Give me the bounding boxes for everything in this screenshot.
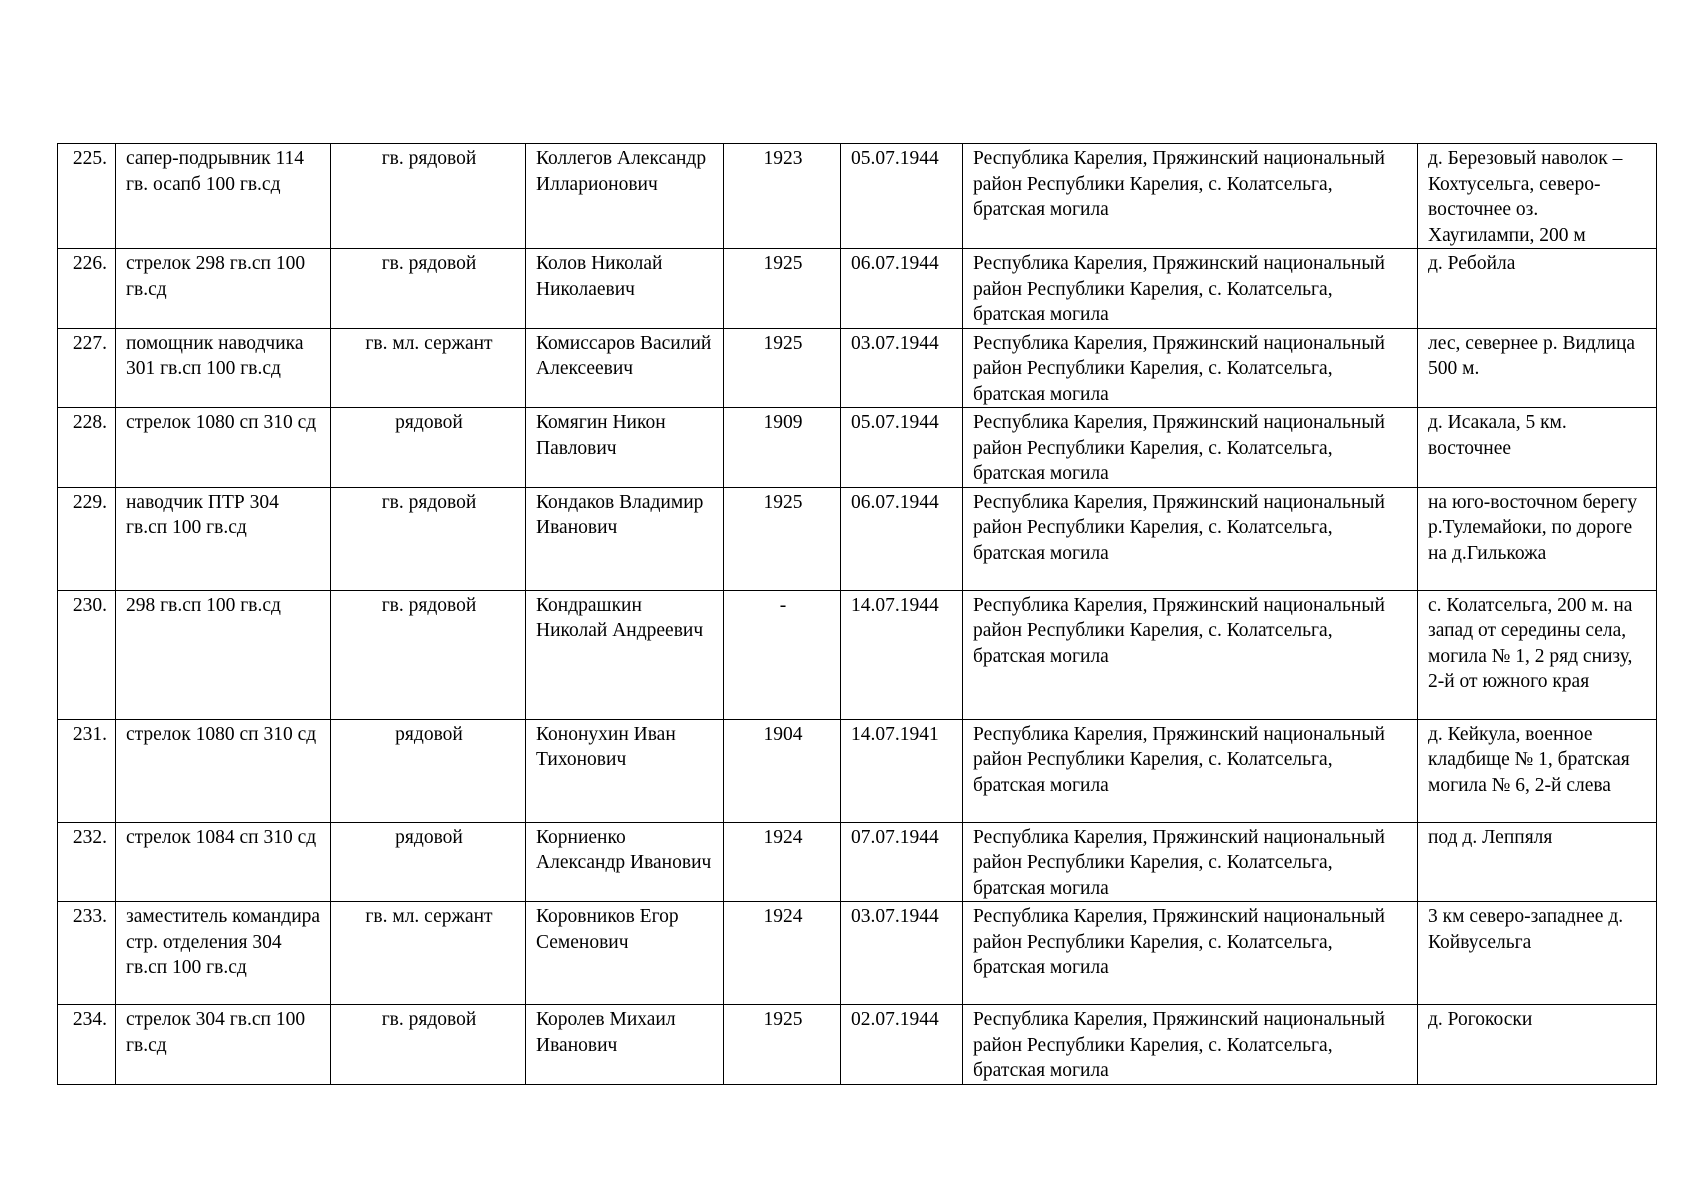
record-unit: 298 гв.сп 100 гв.сд <box>116 590 331 719</box>
table-row <box>58 144 1657 249</box>
record-unit: заместитель командира стр. отделения 304 гв.сп 100 гв.сд <box>116 902 331 1005</box>
record-original-place: д. Исакала, 5 км. восточнее <box>1418 408 1657 488</box>
record-burial-site: Республика Карелия, Пряжинский национальный район Республики Карелия, с. Колатсельга, братская могила <box>963 902 1418 1005</box>
record-unit: стрелок 304 гв.сп 100 гв.сд <box>116 1005 331 1085</box>
record-death-date: 14.07.1944 <box>841 590 963 719</box>
record-death-date: 02.07.1944 <box>841 1005 963 1085</box>
table-row <box>58 719 1657 822</box>
record-number: 234. <box>58 1005 116 1085</box>
table-row <box>58 328 1657 408</box>
record-unit: стрелок 1084 сп 310 сд <box>116 822 331 902</box>
record-birth-year: 1925 <box>724 487 841 590</box>
record-rank: рядовой <box>331 822 526 902</box>
record-unit: помощник наводчика 301 гв.сп 100 гв.сд <box>116 328 331 408</box>
record-unit: стрелок 1080 сп 310 сд <box>116 719 331 822</box>
record-name: Кононухин Иван Тихонович <box>526 719 724 822</box>
record-birth-year: 1924 <box>724 902 841 1005</box>
record-rank: гв. рядовой <box>331 144 526 249</box>
record-rank: рядовой <box>331 719 526 822</box>
record-birth-year: 1925 <box>724 249 841 329</box>
record-death-date: 07.07.1944 <box>841 822 963 902</box>
record-birth-year: 1925 <box>724 328 841 408</box>
record-rank: рядовой <box>331 408 526 488</box>
record-death-date: 06.07.1944 <box>841 249 963 329</box>
record-burial-site: Республика Карелия, Пряжинский национальный район Республики Карелия, с. Колатсельга, братская могила <box>963 590 1418 719</box>
table-row <box>58 822 1657 902</box>
record-number: 227. <box>58 328 116 408</box>
record-number: 230. <box>58 590 116 719</box>
record-number: 233. <box>58 902 116 1005</box>
record-unit: наводчик ПТР 304 гв.сп 100 гв.сд <box>116 487 331 590</box>
record-rank: гв. рядовой <box>331 1005 526 1085</box>
record-death-date: 05.07.1944 <box>841 144 963 249</box>
record-burial-site: Республика Карелия, Пряжинский национальный район Республики Карелия, с. Колатсельга, братская могила <box>963 328 1418 408</box>
record-name: Комиссаров Василий Алексеевич <box>526 328 724 408</box>
record-original-place: д. Ребойла <box>1418 249 1657 329</box>
record-burial-site: Республика Карелия, Пряжинский национальный район Республики Карелия, с. Колатсельга, братская могила <box>963 822 1418 902</box>
record-name: Королев Михаил Иванович <box>526 1005 724 1085</box>
record-birth-year: 1924 <box>724 822 841 902</box>
record-number: 225. <box>58 144 116 249</box>
record-burial-site: Республика Карелия, Пряжинский национальный район Республики Карелия, с. Колатсельга, братская могила <box>963 144 1418 249</box>
record-name: Комягин Никон Павлович <box>526 408 724 488</box>
record-death-date: 03.07.1944 <box>841 902 963 1005</box>
table-row <box>58 408 1657 488</box>
table-row <box>58 487 1657 590</box>
record-birth-year: - <box>724 590 841 719</box>
record-rank: гв. мл. сержант <box>331 328 526 408</box>
record-birth-year: 1923 <box>724 144 841 249</box>
record-burial-site: Республика Карелия, Пряжинский национальный район Республики Карелия, с. Колатсельга, братская могила <box>963 719 1418 822</box>
record-name: Корниенко Александр Иванович <box>526 822 724 902</box>
record-number: 231. <box>58 719 116 822</box>
record-burial-site: Республика Карелия, Пряжинский национальный район Республики Карелия, с. Колатсельга, братская могила <box>963 408 1418 488</box>
record-number: 228. <box>58 408 116 488</box>
record-rank: гв. рядовой <box>331 249 526 329</box>
record-name: Коровников Егор Семенович <box>526 902 724 1005</box>
record-name: Кондаков Владимир Иванович <box>526 487 724 590</box>
record-original-place: лес, севернее р. Видлица 500 м. <box>1418 328 1657 408</box>
burial-records-table <box>57 143 1657 1085</box>
record-death-date: 05.07.1944 <box>841 408 963 488</box>
record-original-place: 3 км северо-западнее д. Койвусельга <box>1418 902 1657 1005</box>
record-unit: стрелок 298 гв.сп 100 гв.сд <box>116 249 331 329</box>
record-name: Кондрашкин Николай Андреевич <box>526 590 724 719</box>
table-body <box>58 144 1657 1085</box>
record-birth-year: 1925 <box>724 1005 841 1085</box>
record-burial-site: Республика Карелия, Пряжинский национальный район Республики Карелия, с. Колатсельга, братская могила <box>963 487 1418 590</box>
record-number: 226. <box>58 249 116 329</box>
record-original-place: д. Березовый наволок – Кохтусельга, северо-восточнее оз. Хаугилампи, 200 м <box>1418 144 1657 249</box>
table-row <box>58 1005 1657 1085</box>
record-original-place: д. Рогокоски <box>1418 1005 1657 1085</box>
record-original-place: д. Кейкула, военное кладбище № 1, братская могила № 6, 2-й слева <box>1418 719 1657 822</box>
record-rank: гв. рядовой <box>331 487 526 590</box>
record-unit: стрелок 1080 сп 310 сд <box>116 408 331 488</box>
record-unit: сапер-подрывник 114 гв. осапб 100 гв.сд <box>116 144 331 249</box>
record-name: Колов Николай Николаевич <box>526 249 724 329</box>
record-rank: гв. мл. сержант <box>331 902 526 1005</box>
table-row <box>58 249 1657 329</box>
record-death-date: 06.07.1944 <box>841 487 963 590</box>
record-death-date: 14.07.1941 <box>841 719 963 822</box>
record-burial-site: Республика Карелия, Пряжинский национальный район Республики Карелия, с. Колатсельга, братская могила <box>963 249 1418 329</box>
table-row <box>58 590 1657 719</box>
record-number: 232. <box>58 822 116 902</box>
record-birth-year: 1904 <box>724 719 841 822</box>
record-burial-site: Республика Карелия, Пряжинский национальный район Республики Карелия, с. Колатсельга, братская могила <box>963 1005 1418 1085</box>
record-death-date: 03.07.1944 <box>841 328 963 408</box>
table-row <box>58 902 1657 1005</box>
record-original-place: с. Колатсельга, 200 м. на запад от середины села, могила № 1, 2 ряд снизу, 2-й от южного края <box>1418 590 1657 719</box>
record-birth-year: 1909 <box>724 408 841 488</box>
record-original-place: под д. Леппяля <box>1418 822 1657 902</box>
record-name: Коллегов Александр Илларионович <box>526 144 724 249</box>
record-original-place: на юго-восточном берегу р.Тулемайоки, по дороге на д.Гилькожа <box>1418 487 1657 590</box>
record-rank: гв. рядовой <box>331 590 526 719</box>
record-number: 229. <box>58 487 116 590</box>
